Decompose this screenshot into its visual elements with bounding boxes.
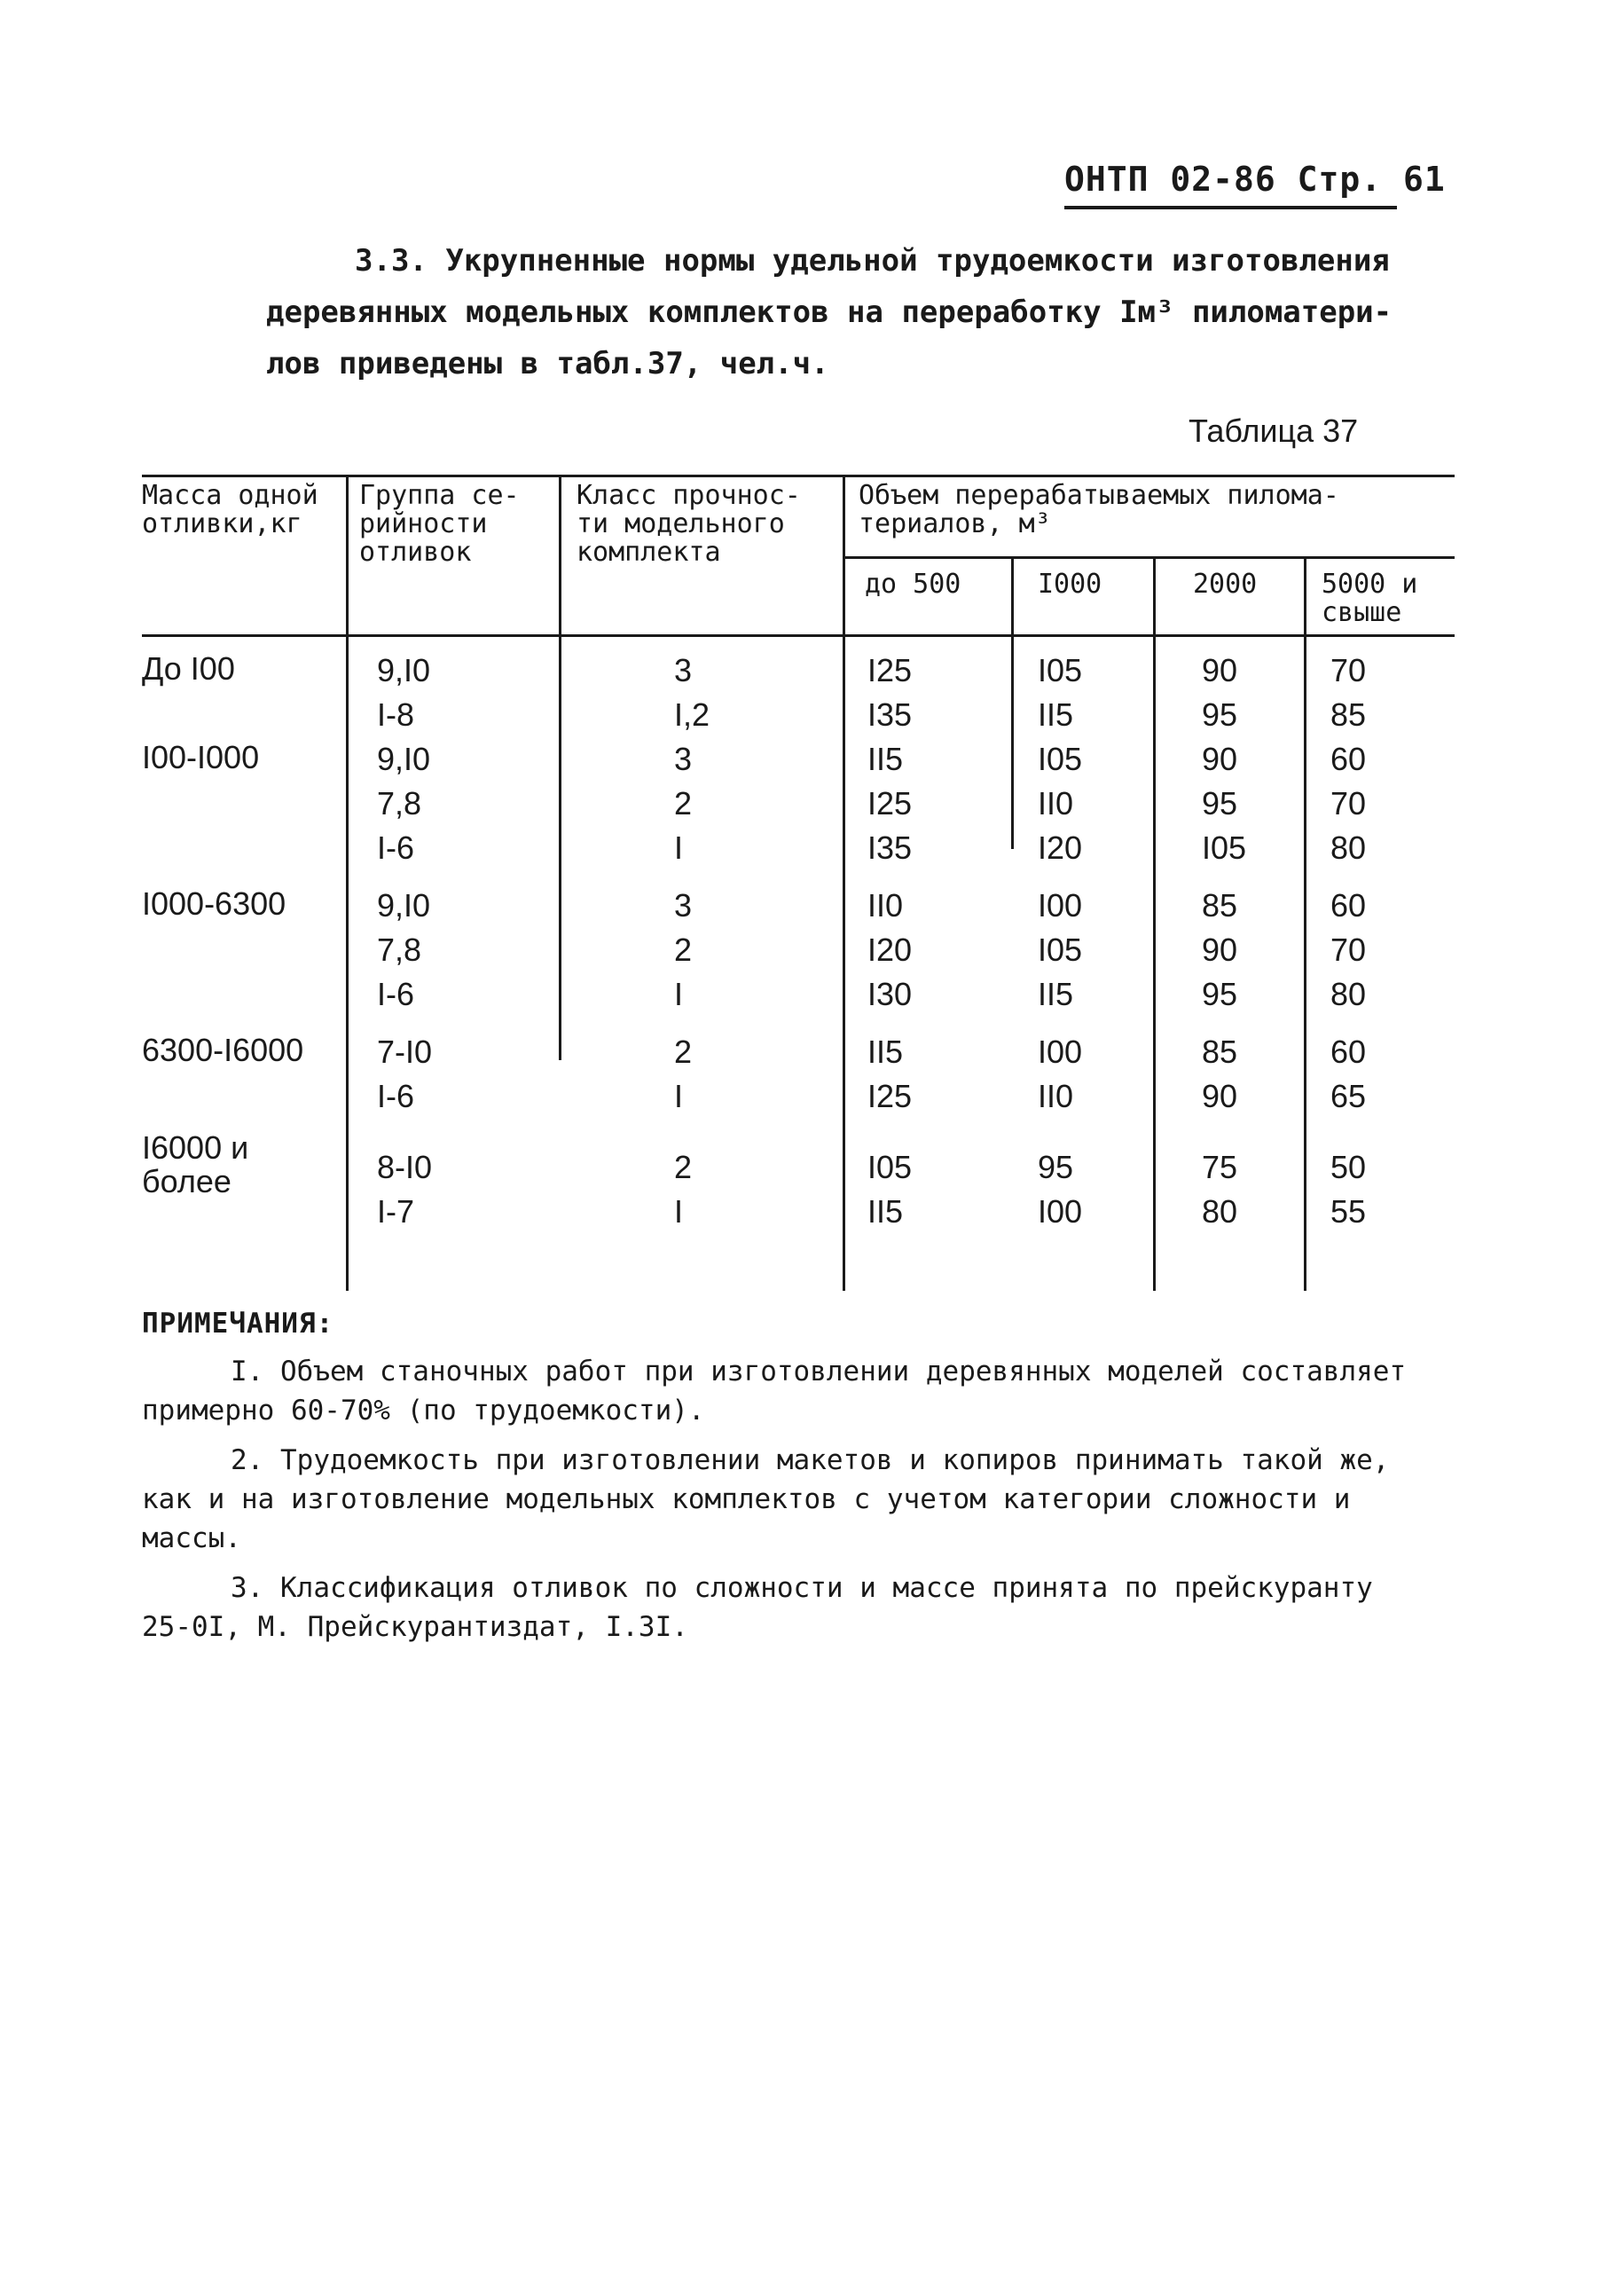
cell-mass: 6300-I6000	[142, 1032, 304, 1068]
header-volume-5000: 5000 и свыше	[1322, 569, 1418, 628]
header-volume-500: до 500	[865, 569, 961, 600]
note-1: I. Объем станочных работ при изготовлении деревянных моделей составляет примерно 60-70% (по трудоемкости).	[142, 1356, 1407, 1427]
cell-v4: 60	[1330, 887, 1367, 924]
cell-v3: 90	[1202, 932, 1238, 968]
cell-group: I-7	[377, 1193, 415, 1230]
cell-v2: I20	[1038, 829, 1083, 866]
cell-v1: II5	[867, 741, 904, 777]
col-divider-6	[1304, 556, 1306, 1291]
header-volume-2000: 2000	[1193, 569, 1258, 600]
col-divider-1	[346, 475, 349, 1291]
cell-group: 8-I0	[377, 1149, 433, 1185]
cell-group: 7,8	[377, 785, 422, 822]
cell-group: 9,I0	[377, 652, 431, 688]
cell-v3: 75	[1202, 1149, 1238, 1185]
cell-group: 7-I0	[377, 1034, 433, 1070]
cell-v1: I35	[867, 829, 913, 866]
cell-v1: I05	[867, 1149, 913, 1185]
cell-v1: II5	[867, 1034, 904, 1070]
cell-group: I-6	[377, 976, 415, 1012]
cell-v1: I30	[867, 976, 913, 1012]
cell-v2: II0	[1038, 1078, 1074, 1114]
cell-v2: I05	[1038, 932, 1083, 968]
cell-v1: I35	[867, 696, 913, 733]
notes-heading: ПРИМЕЧАНИЯ:	[142, 1308, 334, 1340]
cell-v4: 50	[1330, 1149, 1367, 1185]
cell-v1: I20	[867, 932, 913, 968]
cell-class: 3	[674, 652, 693, 688]
volume-subheader-rule	[843, 556, 1455, 559]
cell-mass: I000-6300	[142, 885, 286, 922]
cell-group: 9,I0	[377, 887, 431, 924]
note-2: 2. Трудоемкость при изготовлении макетов и копиров принимать такой же, как и на изготовление модельных комплектов с учетом категории сложности и массы.	[142, 1444, 1390, 1554]
cell-mass: I6000 и более	[142, 1129, 249, 1199]
cell-v4: 70	[1330, 785, 1367, 822]
cell-v2: II5	[1038, 696, 1074, 733]
cell-v2: I00	[1038, 887, 1083, 924]
header-bottom-rule	[142, 634, 1455, 637]
table-top-rule	[142, 475, 1455, 477]
cell-v3: 90	[1202, 1078, 1238, 1114]
cell-class: 3	[674, 887, 693, 924]
cell-v4: 60	[1330, 1034, 1367, 1070]
cell-class: 2	[674, 1034, 693, 1070]
cell-class: 2	[674, 785, 693, 822]
cell-v4: 80	[1330, 829, 1367, 866]
cell-v3: 85	[1202, 1034, 1238, 1070]
cell-class: I,2	[674, 696, 710, 733]
cell-v2: II0	[1038, 785, 1074, 822]
cell-mass: До I00	[142, 650, 235, 687]
header-class: Класс прочнос- ти модельного комплекта	[577, 480, 801, 568]
cell-v4: 60	[1330, 741, 1367, 777]
cell-v3: 95	[1202, 696, 1238, 733]
header-underline	[1064, 206, 1397, 209]
intro-line-1: 3.3. Укрупненные нормы удельной трудоемкости изготовления	[355, 243, 1390, 279]
notes-section	[142, 1304, 1419, 1657]
intro-paragraph	[266, 235, 1410, 389]
cell-group: I-6	[377, 1078, 415, 1114]
cell-v3: I05	[1202, 829, 1247, 866]
cell-v4: 70	[1330, 652, 1367, 688]
cell-class: I	[674, 1193, 684, 1230]
cell-v4: 85	[1330, 696, 1367, 733]
table-caption: Таблица 37	[1189, 413, 1359, 449]
cell-v2: I05	[1038, 741, 1083, 777]
cell-v1: II5	[867, 1193, 904, 1230]
cell-v3: 90	[1202, 652, 1238, 688]
cell-v2: I00	[1038, 1034, 1083, 1070]
cell-v3: 80	[1202, 1193, 1238, 1230]
note-3: 3. Классификация отливок по сложности и массе принята по прейскуранту 25-0I, М. Прейскурантиздат, I.3I.	[142, 1572, 1373, 1643]
cell-v3: 90	[1202, 741, 1238, 777]
cell-class: 3	[674, 741, 693, 777]
cell-v2: I00	[1038, 1193, 1083, 1230]
header-volume-1000: I000	[1038, 569, 1102, 600]
cell-v1: I25	[867, 652, 913, 688]
cell-class: 2	[674, 1149, 693, 1185]
norms-table	[142, 475, 1455, 1291]
cell-v3: 95	[1202, 976, 1238, 1012]
cell-class: 2	[674, 932, 693, 968]
cell-class: I	[674, 976, 684, 1012]
cell-v4: 80	[1330, 976, 1367, 1012]
intro-line-2: деревянных модельных комплектов на переработку Iм³ пиломатери-	[266, 295, 1393, 330]
col-divider-5	[1153, 556, 1156, 1291]
header-mass: Масса одной отливки,кг	[142, 480, 318, 539]
cell-v2: 95	[1038, 1149, 1074, 1185]
cell-v1: II0	[867, 887, 904, 924]
cell-mass: I00-I000	[142, 739, 260, 775]
cell-v2: I05	[1038, 652, 1083, 688]
header-volume: Объем перерабатываемых пилома- териалов, м³	[859, 480, 1339, 539]
cell-group: 7,8	[377, 932, 422, 968]
header-group: Группа се- рийности отливок	[359, 480, 520, 568]
cell-v3: 85	[1202, 887, 1238, 924]
cell-class: I	[674, 1078, 684, 1114]
cell-v3: 95	[1202, 785, 1238, 822]
cell-group: I-8	[377, 696, 415, 733]
cell-v1: I25	[867, 785, 913, 822]
cell-group: I-6	[377, 829, 415, 866]
col-divider-2	[559, 475, 561, 1060]
col-divider-4	[1011, 556, 1014, 849]
cell-v2: II5	[1038, 976, 1074, 1012]
col-divider-3	[843, 475, 845, 1291]
intro-line-3: лов приведены в табл.37, чел.ч.	[266, 346, 829, 381]
cell-class: I	[674, 829, 684, 866]
cell-v4: 65	[1330, 1078, 1367, 1114]
page-header: ОНТП 02-86 Стр. 61	[1064, 160, 1446, 199]
cell-v1: I25	[867, 1078, 913, 1114]
cell-v4: 70	[1330, 932, 1367, 968]
cell-group: 9,I0	[377, 741, 431, 777]
cell-v4: 55	[1330, 1193, 1367, 1230]
